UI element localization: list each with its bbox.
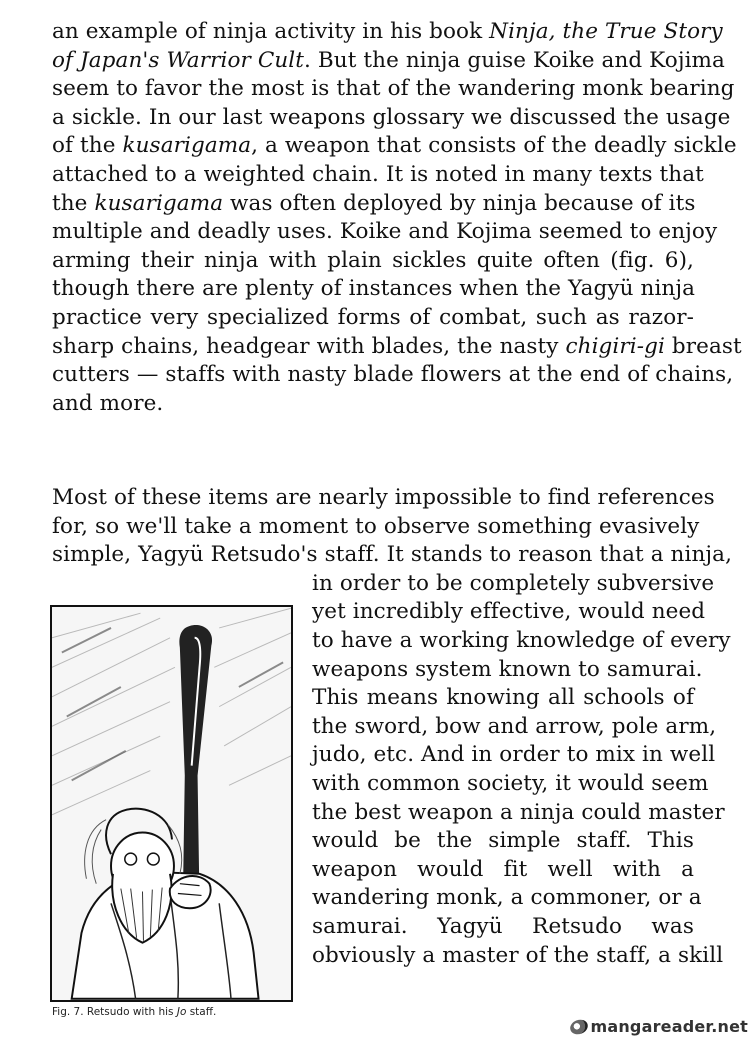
text-segment: breast bbox=[664, 334, 742, 359]
text-segment: weapon would fit well with a bbox=[312, 857, 694, 882]
text-line bbox=[312, 713, 717, 741]
text-segment: multiple and deadly uses. Koike and Kojima seemed to enjoy bbox=[52, 219, 718, 244]
text-segment: , a weapon that consists of the deadly sickle bbox=[251, 133, 737, 158]
text-line bbox=[312, 656, 703, 684]
text-segment: an example of ninja activity in his book bbox=[52, 19, 490, 44]
text-segment: and more. bbox=[52, 391, 164, 416]
text-segment: practice very specialized forms of combat, such as razor- bbox=[52, 305, 694, 330]
figure-retsudo-illustration bbox=[50, 605, 293, 1002]
text-segment: samurai. Yagyü Retsudo was bbox=[312, 914, 694, 939]
text-segment: the sword, bow and arrow, pole arm, bbox=[312, 714, 717, 739]
text-line bbox=[312, 799, 725, 827]
text-line bbox=[312, 884, 702, 912]
text-segment: . But the ninja guise Koike and Kojima bbox=[304, 48, 725, 73]
text-line bbox=[312, 913, 694, 941]
text-line bbox=[52, 18, 723, 46]
text-line bbox=[52, 75, 735, 103]
text-line bbox=[312, 741, 716, 769]
text-line bbox=[52, 513, 700, 541]
text-line bbox=[52, 304, 694, 332]
text-line bbox=[52, 190, 694, 218]
site-watermark: mangareader.net bbox=[570, 1017, 748, 1036]
text-segment: to have a working knowledge of every bbox=[312, 628, 731, 653]
text-segment: of the bbox=[52, 133, 123, 158]
retsudo-with-staff-drawing bbox=[52, 607, 291, 1000]
text-line bbox=[312, 942, 724, 970]
text-segment: cutters — staffs with nasty blade flowers at the end of chains, bbox=[52, 362, 734, 387]
text-line bbox=[52, 218, 718, 246]
text-line bbox=[52, 333, 742, 361]
text-segment: seem to favor the most is that of the wandering monk bearing bbox=[52, 76, 735, 101]
text-segment: in order to be completely subversive bbox=[312, 571, 715, 596]
text-segment: judo, etc. And in order to mix in well bbox=[312, 742, 716, 767]
text-segment: simple, Yagyü Retsudo's staff. It stands to reason that a ninja, bbox=[52, 542, 733, 567]
text-line bbox=[52, 541, 733, 569]
text-segment: the best weapon a ninja could master bbox=[312, 800, 725, 825]
text-segment: weapons system known to samurai. bbox=[312, 657, 703, 682]
text-segment: Most of these items are nearly impossible to find references bbox=[52, 485, 715, 510]
text-line bbox=[52, 390, 694, 418]
text-line bbox=[52, 275, 694, 303]
text-line bbox=[312, 598, 706, 626]
text-segment: with common society, it would seem bbox=[312, 771, 709, 796]
text-segment: a sickle. In our last weapons glossary we discussed the usage bbox=[52, 105, 731, 130]
text-line bbox=[52, 47, 725, 75]
text-segment: obviously a master of the staff, a skill bbox=[312, 943, 724, 968]
text-line bbox=[312, 770, 709, 798]
text-line bbox=[312, 856, 694, 884]
italic-term: chigiri-gi bbox=[565, 334, 665, 359]
text-line bbox=[312, 827, 694, 855]
text-line bbox=[52, 104, 731, 132]
text-segment: though there are plenty of instances when the Yagyü ninja bbox=[52, 276, 696, 301]
text-segment: attached to a weighted chain. It is noted in many texts that bbox=[52, 162, 704, 187]
italic-term: kusarigama bbox=[94, 191, 224, 216]
text-line bbox=[52, 132, 737, 160]
text-segment: This means knowing all schools of bbox=[312, 685, 694, 710]
italic-term: kusarigama bbox=[122, 133, 252, 158]
text-line bbox=[52, 361, 734, 389]
text-line bbox=[312, 570, 715, 598]
text-segment: arming their ninja with plain sickles quite often (fig. 6), bbox=[52, 248, 694, 273]
text-segment: sharp chains, headgear with blades, the nasty bbox=[52, 334, 566, 359]
text-segment: wandering monk, a commoner, or a bbox=[312, 885, 702, 910]
text-segment: was often deployed by ninja because of its bbox=[223, 191, 696, 216]
text-segment: would be the simple staff. This bbox=[312, 828, 694, 853]
text-line bbox=[52, 484, 715, 512]
text-segment: yet incredibly effective, would need bbox=[312, 599, 706, 624]
watermark-logo-icon bbox=[569, 1017, 591, 1036]
italic-term: of Japan's Warrior Cult bbox=[52, 48, 305, 73]
text-segment: for, so we'll take a moment to observe something evasively bbox=[52, 514, 700, 539]
text-line bbox=[312, 627, 731, 655]
text-segment: the bbox=[52, 191, 95, 216]
text-line bbox=[52, 161, 704, 189]
italic-term: Ninja, the True Story bbox=[489, 19, 723, 44]
text-line bbox=[312, 684, 694, 712]
text-line bbox=[52, 247, 694, 275]
figure-caption: Fig. 7. Retsudo with his Jo staff. bbox=[52, 1006, 217, 1018]
